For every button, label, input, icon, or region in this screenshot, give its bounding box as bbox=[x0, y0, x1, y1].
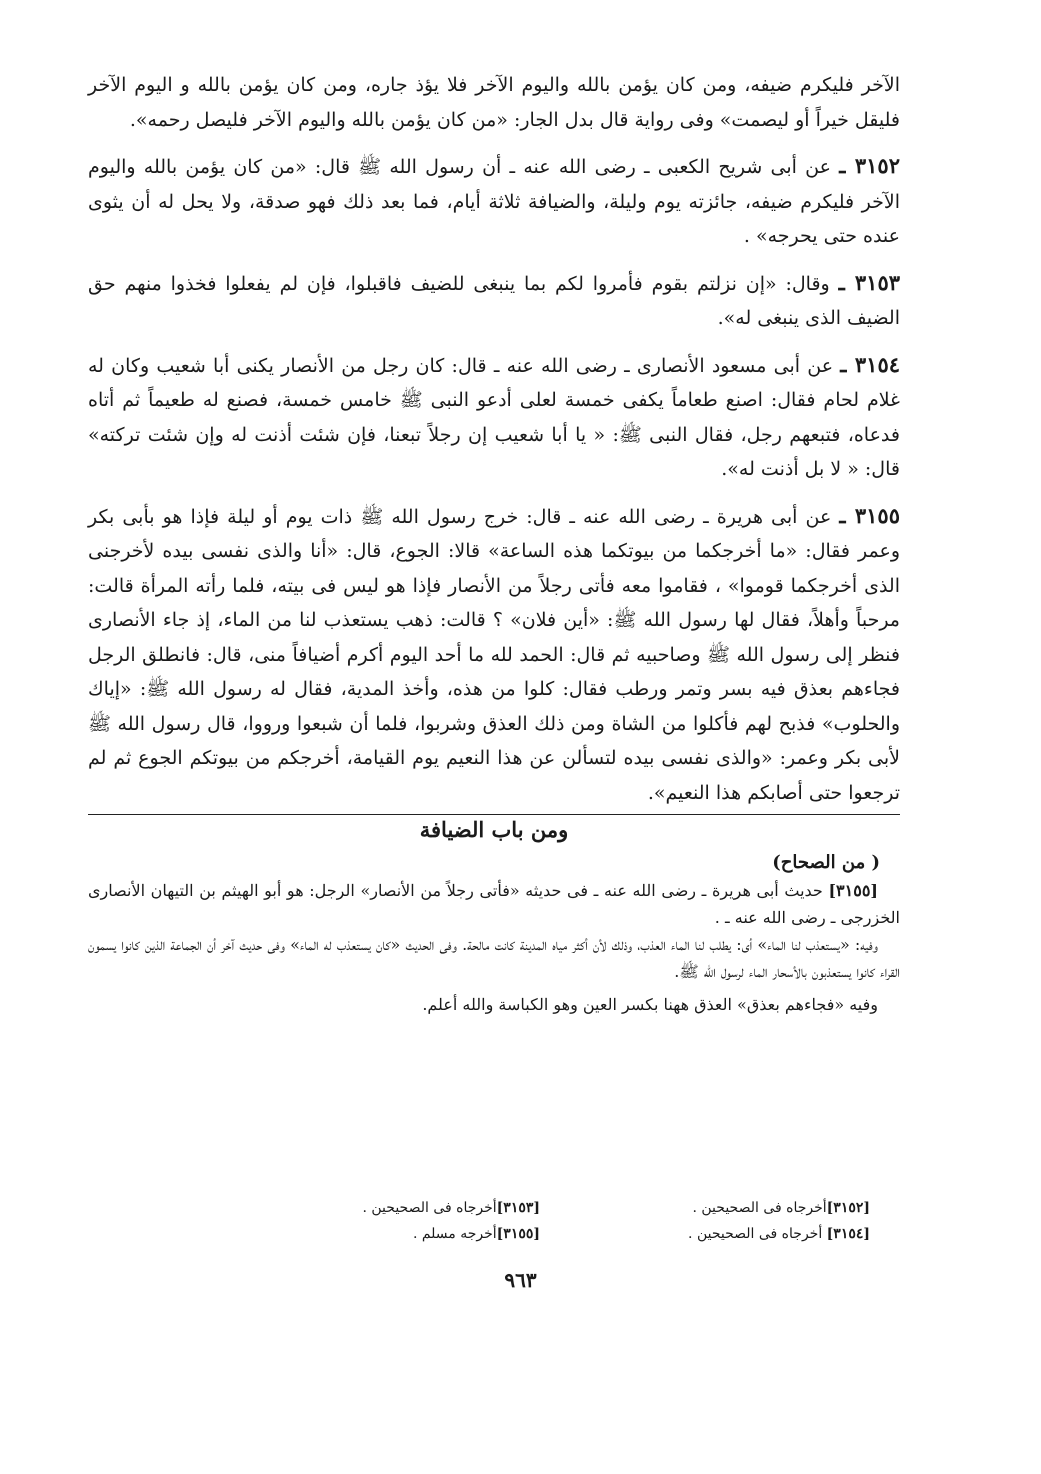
commentary-ref: [٣١٥٥] bbox=[828, 881, 878, 900]
footnote-text: أخرجاه فى الصحيحين . bbox=[692, 1200, 827, 1216]
footnote-ref: [٣١٥٣] bbox=[496, 1200, 540, 1216]
commentary-note: وفيه: «يستعذب لنا الماء» أى: يطلب لنا الماء العذب، وذلك لأن أكثر مياه المدينة كانت مالحة. وفى الحديث «كان يستعذب له الماء» وفى حديث آخر أن الجماعة الذين كانوا يسمون القراء كانوا يستعذبون بالأسحار الماء لرسول الله ﷺ. bbox=[88, 935, 900, 981]
hadith-3154 bbox=[88, 348, 900, 487]
footnote-ref: [٣١٥٥] bbox=[496, 1226, 540, 1242]
footnote-text: أخرجاه فى الصحيحين . bbox=[688, 1226, 827, 1242]
hadith-continuation bbox=[88, 68, 900, 137]
footnote-ref: [٣١٥٤] bbox=[826, 1226, 870, 1242]
footnote-3152 bbox=[580, 1195, 870, 1221]
hadith-text: عن أبى شريح الكعبى ـ رضى الله عنه ـ أن رسول الله ﷺ قال: «من كان يؤمن بالله واليوم الآخر فليكرم ضيفه، جائزته يوم وليلة، والضيافة ثلاثة أيام، فما بعد ذلك فهو صدقة، ولا يحل له أن يثوى عنده حتى يحرجه» . bbox=[88, 156, 900, 247]
hadith-3155 bbox=[88, 499, 900, 811]
footnote-text: أخرجاه فى الصحيحين . bbox=[362, 1200, 497, 1216]
hadith-text: الآخر فليكرم ضيفه، ومن كان يؤمن بالله واليوم الآخر فلا يؤذ جاره، ومن كان يؤمن بالله و اليوم الآخر فليقل خيراً أو ليصمت» وفى رواية قال بدل الجار: «من كان يؤمن بالله واليوم الآخر فليصل رحمه». bbox=[88, 74, 900, 131]
commentary-text: حديث أبى هريرة ـ رضى الله عنه ـ فى حديثه «فأتى رجلاً من الأنصار» الرجل: هو أبو الهيثم بن التيهان الأنصارى الخزرجى ـ رضى الله عنه ـ . bbox=[88, 881, 900, 927]
page-number: ٩٦٣ bbox=[504, 1268, 537, 1292]
hadith-number: ٣١٥٢ ـ bbox=[839, 153, 900, 178]
hadith-number: ٣١٥٣ ـ bbox=[838, 269, 901, 295]
footnote-ref: [٣١٥٢] bbox=[826, 1200, 870, 1216]
footnotes bbox=[250, 1195, 870, 1247]
section-heading: ومن باب الضيافة bbox=[419, 817, 569, 842]
footnote-3153 bbox=[250, 1195, 540, 1221]
page-body bbox=[88, 68, 900, 1018]
hadith-3152 bbox=[88, 149, 900, 254]
commentary-note: وفيه «فجاءهم بعذق» العذق ههنا بكسر العين وهو الكباسة والله أعلم. bbox=[422, 995, 878, 1014]
hadith-text: وقال: «إن نزلتم بقوم فأمروا لكم بما ينبغى للضيف فاقبلوا، فإن لم يفعلوا فخذوا منهم حق الضيف الذى ينبغى له». bbox=[88, 272, 900, 329]
hadith-number: ٣١٥٤ ـ bbox=[840, 351, 901, 377]
hadith-text: عن أبى هريرة ـ رضى الله عنه ـ قال: خرج رسول الله ﷺ ذات يوم أو ليلة فإذا هو بأبى بكر وعمر فقال: «ما أخرجكما من بيوتكما هذه الساعة» قالا: الجوع، قال: «أنا والذى نفسى بيده لأخرجنى الذى أخرجكما قوموا» ، فقاموا معه فأتى رجلاً من الأنصار فإذا هو ليس فى بيته، فلما رأته المرأة قالت: مرحباً وأهلاً، فقال لها رسول الله ﷺ: «أين فلان» ؟ قالت: ذهب يستعذب لنا من الماء، إذ جاء الأنصارى فنظر إلى رسول الله ﷺ وصاحبيه ثم قال: الحمد لله ما أحد اليوم أكرم أضيافاً منى، قال: فانطلق الرجل فجاءهم بعذق فيه بسر وتمر ورطب فقال: كلوا من هذه، وأخذ المدية، فقال له رسول الله ﷺ: «إياك والحلوب» فذبح لهم فأكلوا من الشاة ومن ذلك العذق وشربوا، فلما أن شبعوا ورووا، قال رسول الله ﷺ لأبى بكر وعمر: «والذى نفسى بيده لتسألن عن هذا النعيم يوم القيامة، أخرجكم من بيوتكم الجوع ثم لم ترجعوا حتى أصابكم هذا النعيم». bbox=[88, 505, 900, 804]
footnote-3154 bbox=[580, 1221, 870, 1247]
commentary-note bbox=[88, 877, 900, 931]
hadith-text: عن أبى مسعود الأنصارى ـ رضى الله عنه ـ قال: كان رجل من الأنصار يكنى أبا شعيب وكان له غلام لحام فقال: اصنع طعاماً يكفى خمسة لعلى أدعو النبى ﷺ خامس خمسة، فصنع له طعيماً ثم أتاه فدعاه، فتبعهم رجل، فقال النبى ﷺ: « يا أبا شعيب إن رجلاً تبعنا، فإن شئت أذنت له وإن شئت تركته» قال: « لا بل أذنت له». bbox=[88, 354, 900, 480]
footnote-3155 bbox=[250, 1221, 540, 1247]
section-divider bbox=[88, 814, 900, 815]
footnote-text: أخرجه مسلم . bbox=[412, 1226, 497, 1242]
hadith-number: ٣١٥٥ ـ bbox=[839, 502, 900, 528]
hadith-3153 bbox=[88, 266, 900, 336]
section-subheading: ( من الصحاح) bbox=[772, 852, 880, 873]
